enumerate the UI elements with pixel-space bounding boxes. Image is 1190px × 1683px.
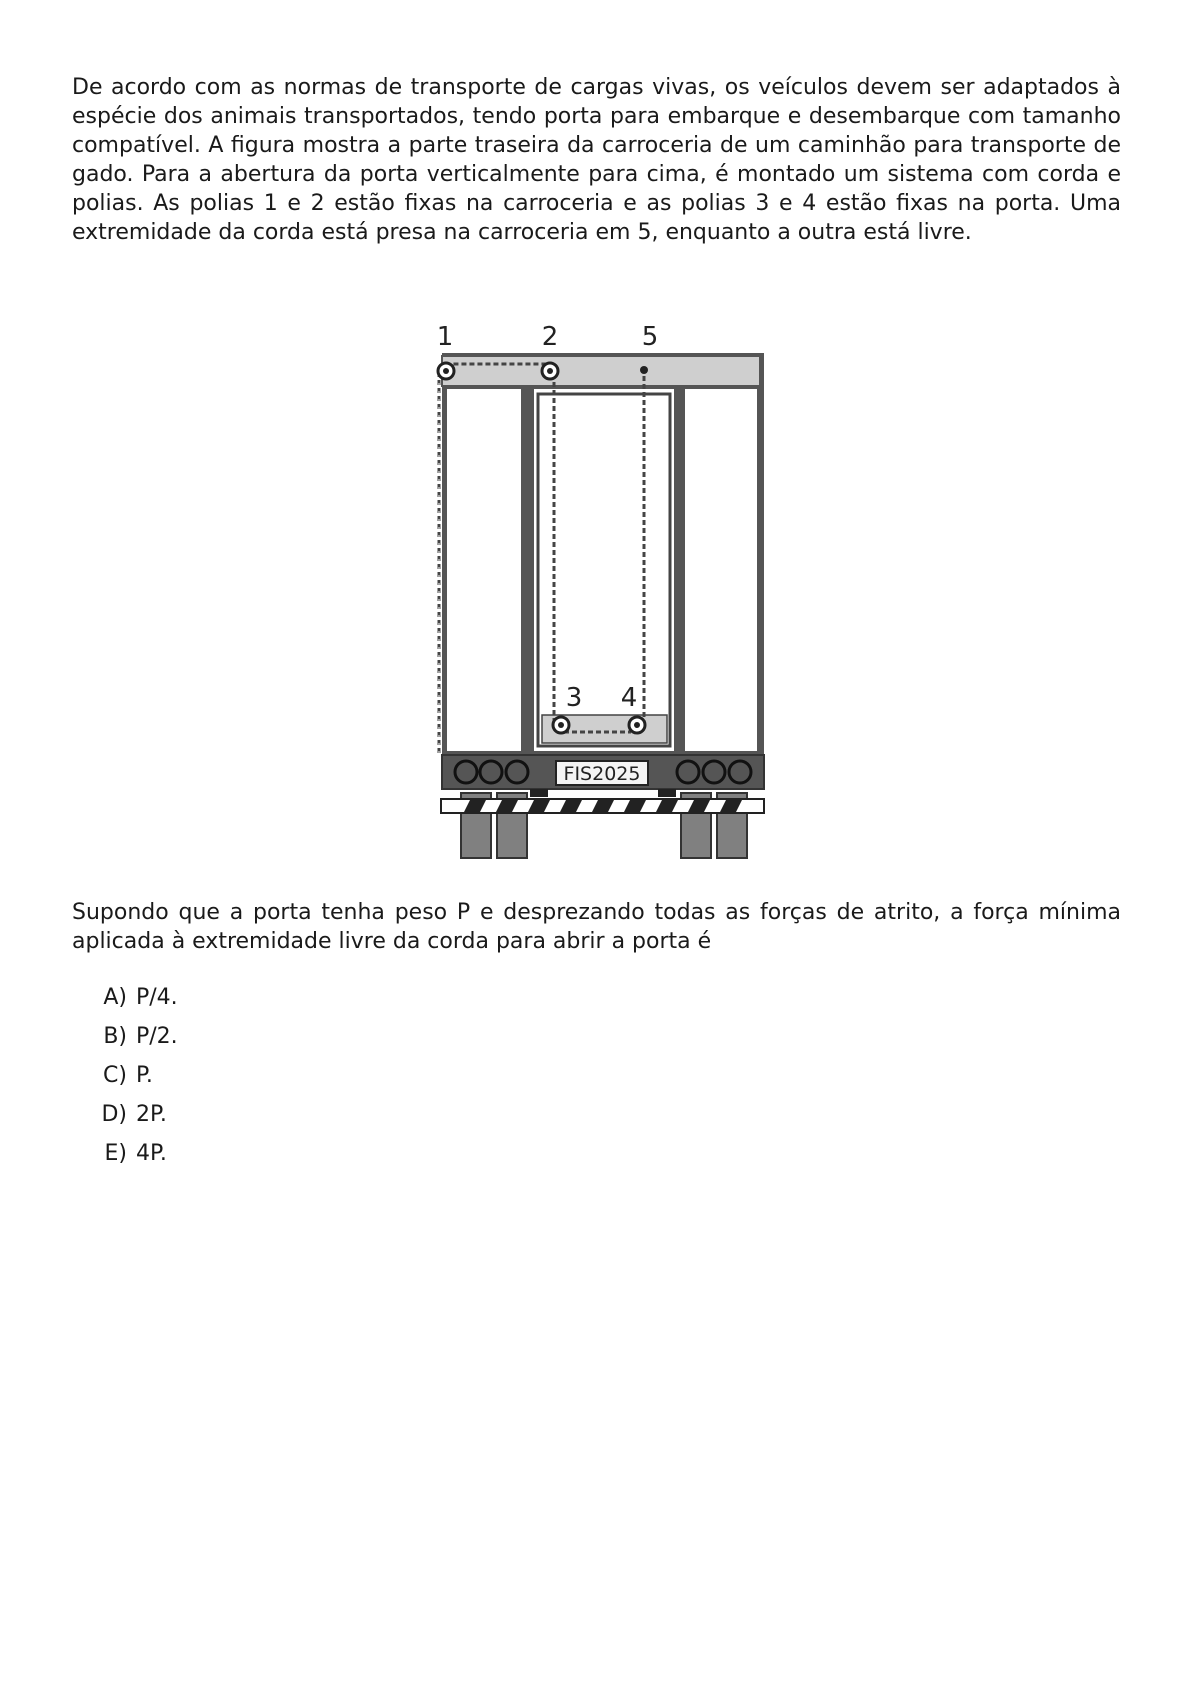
tail-lights-left: [455, 761, 528, 783]
option-letter: C): [103, 1063, 127, 1088]
option-text: 4P.: [136, 1141, 167, 1166]
top-beam: [442, 356, 760, 386]
pulley-label-2: 2: [541, 322, 559, 352]
option-text: P/4.: [136, 985, 178, 1010]
safety-bar: [441, 799, 764, 813]
pulley-label-1: 1: [436, 322, 454, 352]
option-b: [88, 1017, 178, 1056]
license-plate-text: FIS2025: [563, 763, 641, 785]
option-letter: A): [103, 985, 127, 1010]
answer-options: [88, 978, 178, 1173]
option-letter: E): [104, 1141, 127, 1166]
right-panel: [685, 389, 757, 751]
anchor-5-icon: [640, 366, 648, 374]
tail-lights-right: [677, 761, 751, 783]
truck-rear-figure: [430, 318, 775, 863]
left-panel: [447, 389, 521, 751]
option-text: P/2.: [136, 1024, 178, 1049]
intro-paragraph: De acordo com as normas de transporte de cargas vivas, os veículos devem ser adaptados à espécie dos animais transportados, tendo porta para embarque e desembarque com tamanho compatível. A figura mostra a parte traseira da carroceria de um caminhão para transporte de gado. Para a abertura da porta verticalmente para cima, é montado um sistema com corda e polias. As polias 1 e 2 estão fixas na carroceria e as polias 3 e 4 estão fixas na porta. Uma extremidade da corda está presa na carroceria em 5, enquanto a outra está livre.: [72, 75, 1121, 245]
option-c: [88, 1056, 178, 1095]
option-a: [88, 978, 178, 1017]
pulley-3-icon: [553, 717, 569, 733]
option-text: P.: [136, 1063, 153, 1088]
option-letter: B): [103, 1024, 127, 1049]
option-e: [88, 1134, 178, 1173]
pulley-label-3: 3: [565, 683, 583, 713]
option-d: [88, 1095, 178, 1134]
pulley-2-icon: [542, 363, 558, 379]
anchor-label-5: 5: [641, 322, 659, 352]
door: [538, 394, 670, 746]
hitch-block-left: [530, 789, 548, 797]
pulley-label-4: 4: [620, 683, 638, 713]
pulley-1-icon: [438, 363, 454, 379]
option-letter: D): [101, 1102, 127, 1127]
question-paragraph: Supondo que a porta tenha peso P e desprezando todas as forças de atrito, a força mínima aplicada à extremidade livre da corda para abrir a porta é: [72, 900, 1121, 954]
hitch-block-right: [658, 789, 676, 797]
option-text: 2P.: [136, 1102, 167, 1127]
pulley-4-icon: [629, 717, 645, 733]
